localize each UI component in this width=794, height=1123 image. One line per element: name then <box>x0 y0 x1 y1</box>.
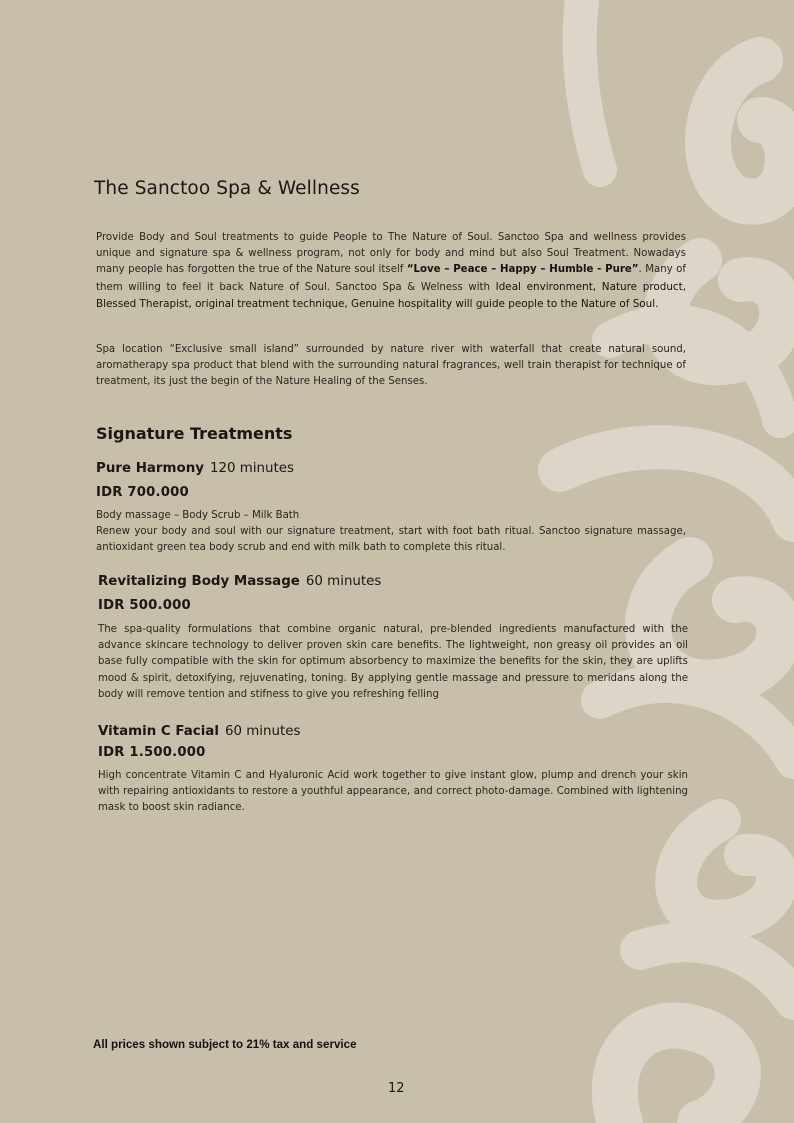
treatment-price: IDR 700.000 <box>96 485 189 500</box>
treatment-price: IDR 500.000 <box>98 598 191 613</box>
treatment-duration: 120 minutes <box>209 461 294 476</box>
intro-text-a: Provide Body and Soul treatments to guide People to The Nature of Soul. Sanctoo Spa and wellness provides unique and signature spa & wellness program, not only for body and mind but also Soul Treatment. Nowadays many people has forgotten the true of the Nature soul itself <box>96 232 686 276</box>
treatment-heading <box>98 574 381 589</box>
section-title: Signature Treatments <box>96 424 293 443</box>
intro-emphasis: Ideal environment, Nature product, Blessed Therapist, original treatment technique, Genuine hospitality will guide people to the Nature of Soul. <box>96 280 686 310</box>
treatment-description: High concentrate Vitamin C and Hyaluronic Acid work together to give instant glow, plump and drench your skin with repairing antioxidants to restore a youthful appearance, and correct photo-damage. Combined with lightening mask to boost skin radiance. <box>98 770 688 814</box>
treatment-price: IDR 1.500.000 <box>98 745 206 760</box>
treatment-description: The spa-quality formulations that combine organic natural, pre-blended ingredients manufactured with the advance skincare technology to deliver proven skin care benefits. The lightweight, non greasy oil provides an oil base fully compatible with the skin for optimum absorbency to maximize the benefits for the skin, they are uplifts mood & spirit, detoxifying, rejuvenating, toning. By applying gentle massage and pressure to meridans along the body will remove tention and stifness to give you refreshing felling <box>98 624 688 700</box>
page-title: The Sanctoo Spa & Wellness <box>94 178 360 199</box>
intro-paragraph-2: Spa location “Exclusive small island” surrounded by nature river with waterfall that create natural sound, aromatherapy spa product that blend with the surrounding natural fragrances, well train therapist for technique of treatment, its just the begin of the Nature Healing of the Senses. <box>96 344 686 388</box>
treatment-name: Revitalizing Body Massage <box>98 574 300 589</box>
intro-paragraph-1 <box>96 230 686 313</box>
treatment-name: Vitamin C Facial <box>98 724 219 739</box>
treatment-duration: 60 minutes <box>305 574 382 589</box>
treatment-heading <box>98 724 300 739</box>
price-footnote: All prices shown subject to 21% tax and service <box>93 1038 357 1051</box>
treatment-subtitle: Body massage – Body Scrub – Milk Bath <box>96 510 300 521</box>
page-number: 12 <box>388 1081 405 1096</box>
intro-text-b: . Many of them willing to feel it back Nature of Soul. Sanctoo Spa & Welness with <box>96 264 686 293</box>
treatment-description: Renew your body and soul with our signature treatment, start with foot bath ritual. Sanctoo signature massage, antioxidant green tea body scrub and end with milk bath to complete this ritual. <box>96 526 686 554</box>
intro-quote: “Love – Peace – Happy – Humble - Pure” <box>406 264 639 276</box>
treatment-heading <box>96 461 294 476</box>
treatment-duration: 60 minutes <box>224 724 301 739</box>
treatment-name: Pure Harmony <box>96 461 204 476</box>
